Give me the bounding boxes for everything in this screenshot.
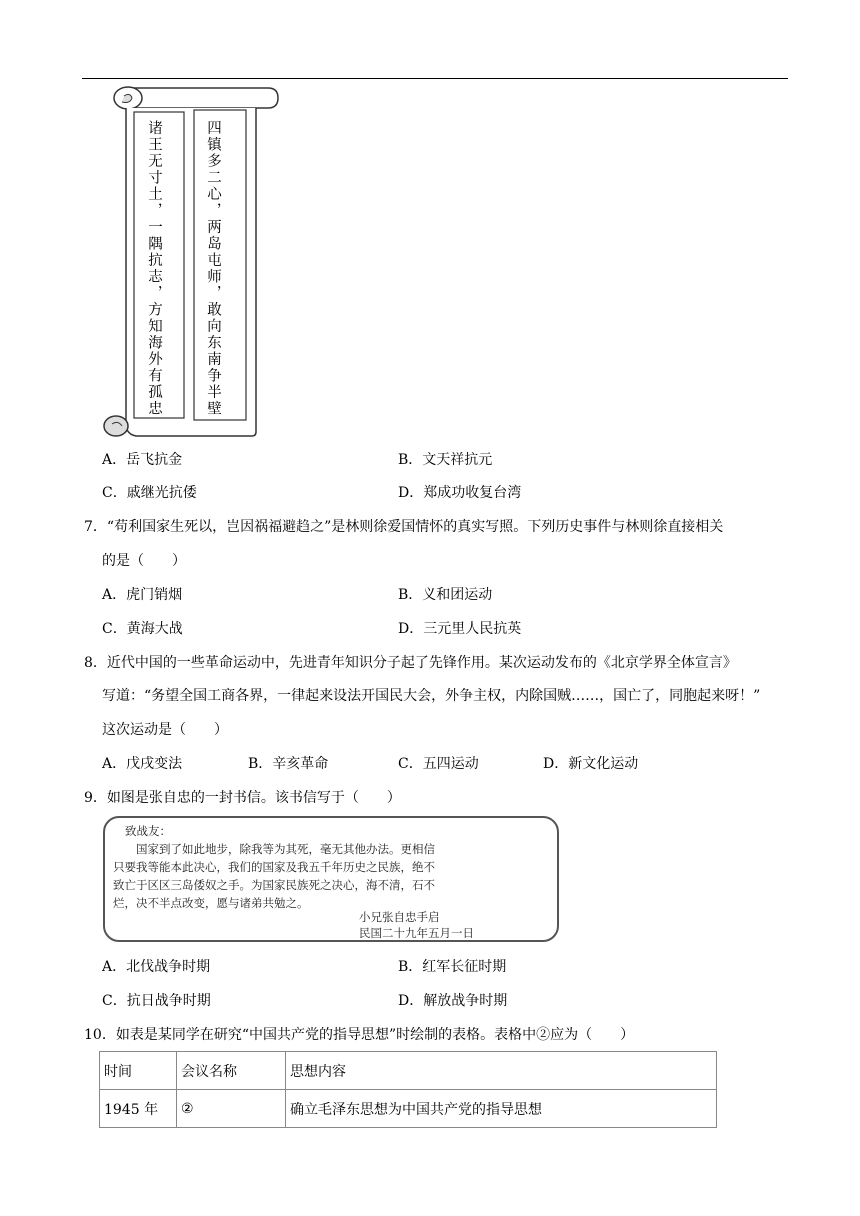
letter-date: 民国二十九年五月一日 [359, 926, 474, 940]
q6-option-d[interactable]: D．郑成功收复台湾 [398, 485, 522, 501]
letter-line-1: 国家到了如此地步，除我等为其死，毫无其他办法。更相信 [113, 842, 435, 856]
q9-stem-line1: 9．如图是张自忠的一封书信。该书信写于（ ） [84, 790, 401, 806]
q8-option-d[interactable]: D．新文化运动 [543, 756, 639, 772]
q6-option-c[interactable]: C．戚继光抗倭 [102, 485, 197, 501]
letter-greeting: 致战友： [125, 824, 171, 838]
q9-option-c[interactable]: C．抗日战争时期 [102, 993, 211, 1009]
q8-option-a[interactable]: A．戊戌变法 [102, 756, 183, 772]
q7-stem-line2: 的是（ ） [102, 553, 186, 569]
couplet-scroll-image [100, 84, 280, 440]
q7-option-d[interactable]: D．三元里人民抗英 [398, 621, 522, 637]
q7-option-c[interactable]: C．黄海大战 [102, 621, 183, 637]
q8-stem-line1: 8．近代中国的一些革命运动中，先进青年知识分子起了先锋作用。某次运动发布的《北京学界全体宣言》 [84, 655, 737, 671]
letter-line-2: 只要我等能本此决心，我们的国家及我五千年历史之民族，绝不 [113, 860, 435, 874]
table-row [100, 1090, 717, 1128]
q10-stem-line1: 10．如表是某同学在研究“中国共产党的指导思想”时绘制的表格。表格中②应为（ ） [84, 1027, 635, 1043]
guiding-thought-table [99, 1051, 717, 1128]
table-header-cell: 时间 [100, 1052, 177, 1090]
q7-option-b[interactable]: B．义和团运动 [398, 587, 493, 603]
table-cell: 确立毛泽东思想为中国共产党的指导思想 [286, 1090, 717, 1128]
scroll-left-column: 诸王无寸土，一隅抗志，方知海外有孤忠 [146, 120, 162, 417]
table-header-cell: 思想内容 [286, 1052, 717, 1090]
q6-option-a[interactable]: A．岳飞抗金 [102, 452, 183, 468]
scroll-right-column: 四镇多二心，两岛屯师，敢向东南争半壁 [205, 120, 221, 417]
q7-option-a[interactable]: A．虎门销烟 [102, 587, 183, 603]
q8-stem-line2: 写道：“务望全国工商各界，一律起来设法开国民大会，外争主权，内除国贼……，国亡了，同胞起来呀！” [102, 688, 761, 704]
table-cell: 1945 年 [100, 1090, 177, 1128]
scroll-frame [100, 84, 280, 440]
header-rule [82, 78, 788, 79]
q7-stem-line1: 7．“苟利国家生死以，岂因祸福避趋之”是林则徐爱国情怀的真实写照。下列历史事件与林则徐直接相关 [84, 519, 724, 535]
table-header-row [100, 1052, 717, 1090]
q8-stem-line3: 这次运动是（ ） [102, 722, 228, 738]
zhang-zizhong-letter-image [103, 816, 559, 942]
table-header-cell: 会议名称 [177, 1052, 286, 1090]
letter-line-3: 致亡于区区三岛倭奴之手。为国家民族死之决心，海不清，石不 [113, 878, 435, 892]
q9-option-d[interactable]: D．解放战争时期 [398, 993, 508, 1009]
q6-option-b[interactable]: B．文天祥抗元 [398, 452, 493, 468]
table-cell: ② [177, 1090, 286, 1128]
letter-line-4: 烂，决不半点改变，愿与诸弟共勉之。 [113, 896, 309, 910]
q8-option-b[interactable]: B．辛亥革命 [248, 756, 329, 772]
q9-option-a[interactable]: A．北伐战争时期 [102, 959, 211, 975]
q8-option-c[interactable]: C．五四运动 [398, 756, 479, 772]
letter-signature: 小兄张自忠手启 [359, 910, 440, 924]
q9-option-b[interactable]: B．红军长征时期 [398, 959, 507, 975]
